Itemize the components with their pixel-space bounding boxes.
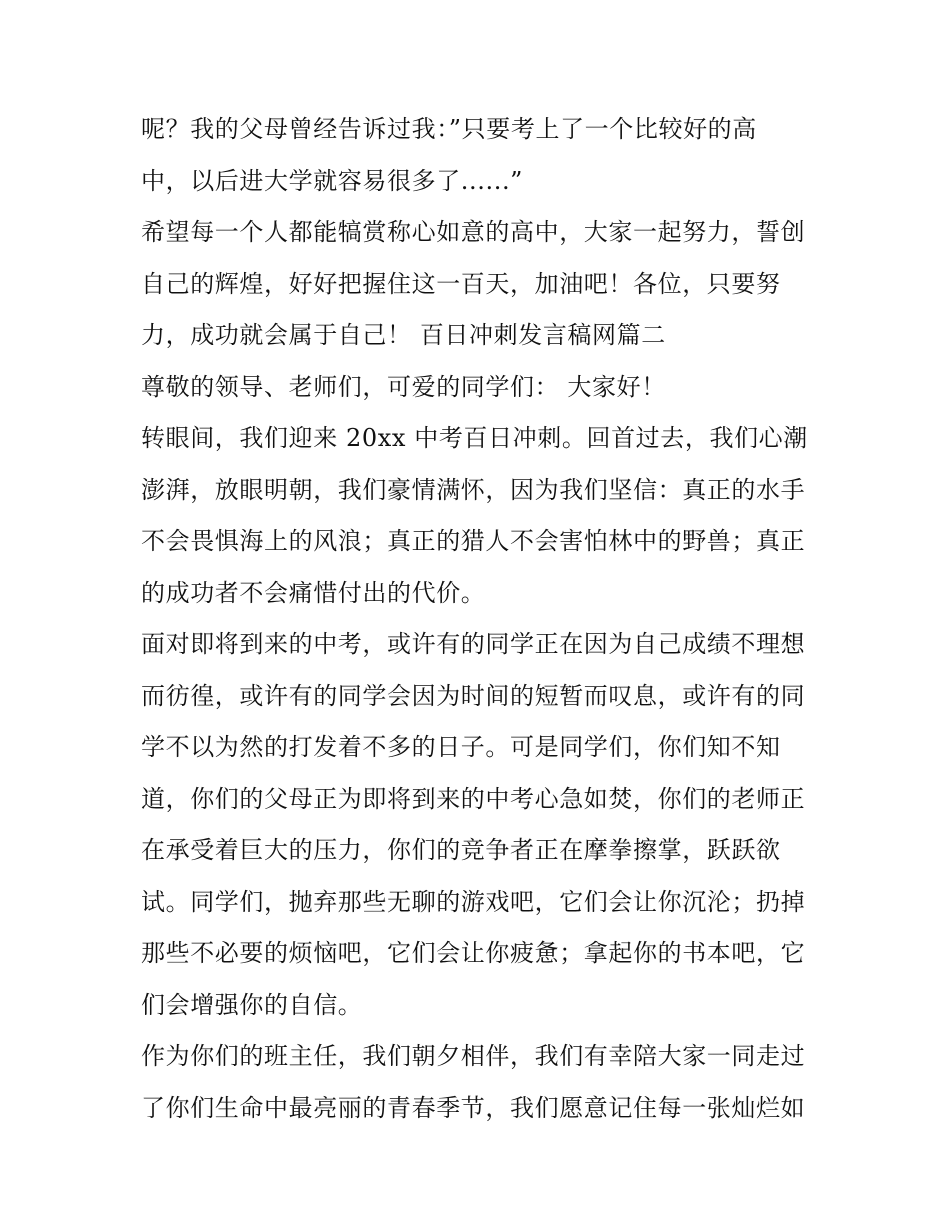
paragraph	[141, 1031, 821, 1134]
text-line: 不会畏惧海上的风浪；真正的猎人不会害怕林中的野兽；真正	[141, 527, 806, 555]
text-line: 了你们生命中最亮丽的青春季节，我们愿意记住每一张灿烂如	[141, 1093, 806, 1122]
text-line: 那些不必要的烦恼吧，它们会让你疲惫；拿起你的书本吧，它	[141, 939, 806, 967]
text-line: 中，以后进大学就容易很多了......”	[141, 166, 524, 195]
text-line: 作为你们的班主任，我们朝夕相伴，我们有幸陪大家一同走过	[141, 1042, 806, 1070]
text-line: 道，你们的父母正为即将到来的中考心急如焚，你们的老师正	[141, 784, 806, 813]
text-line: 呢？我的父母曾经告诉过我：”只要考上了一个比较好的高	[141, 115, 757, 143]
paragraph	[141, 413, 821, 619]
text-line: 澎湃，放眼明朝，我们豪情满怀，因为我们坚信：真正的水手	[141, 475, 806, 504]
text-line: 自己的辉煌，好好把握住这一百天，加油吧！各位，只要努	[141, 269, 781, 298]
paragraph	[141, 362, 821, 414]
text-line: 的成功者不会痛惜付出的代价。	[141, 578, 486, 607]
text-line: 希望每一个人都能犒赏称心如意的高中，大家一起努力，誓创	[141, 218, 806, 246]
text-line: 面对即将到来的中考，或许有的同学正在因为自己成绩不理想	[141, 630, 806, 658]
text-line: 试。同学们，抛弃那些无聊的游戏吧，它们会让你沉沦；扔掉	[141, 887, 806, 916]
text-line: 在承受着巨大的压力，你们的竞争者正在摩拳擦掌，跃跃欲	[141, 836, 781, 864]
text-line: 们会增强你的自信。	[141, 990, 363, 1019]
text-line: 转眼间，我们迎来 20xx 中考百日冲刺。回首过去，我们心潮	[141, 424, 808, 452]
text-line: 学不以为然的打发着不多的日子。可是同学们，你们知不知	[141, 733, 781, 761]
body-text	[141, 104, 821, 1134]
paragraph	[141, 207, 821, 362]
text-line: 尊敬的领导、老师们，可爱的同学们： 大家好！	[141, 372, 666, 401]
text-line: 而彷徨，或许有的同学会因为时间的短暂而叹息，或许有的同	[141, 681, 806, 710]
paragraph	[141, 104, 821, 207]
text-line: 力，成功就会属于自己！ 百日冲刺发言稿网篇二	[141, 321, 666, 349]
paragraph	[141, 619, 821, 1031]
